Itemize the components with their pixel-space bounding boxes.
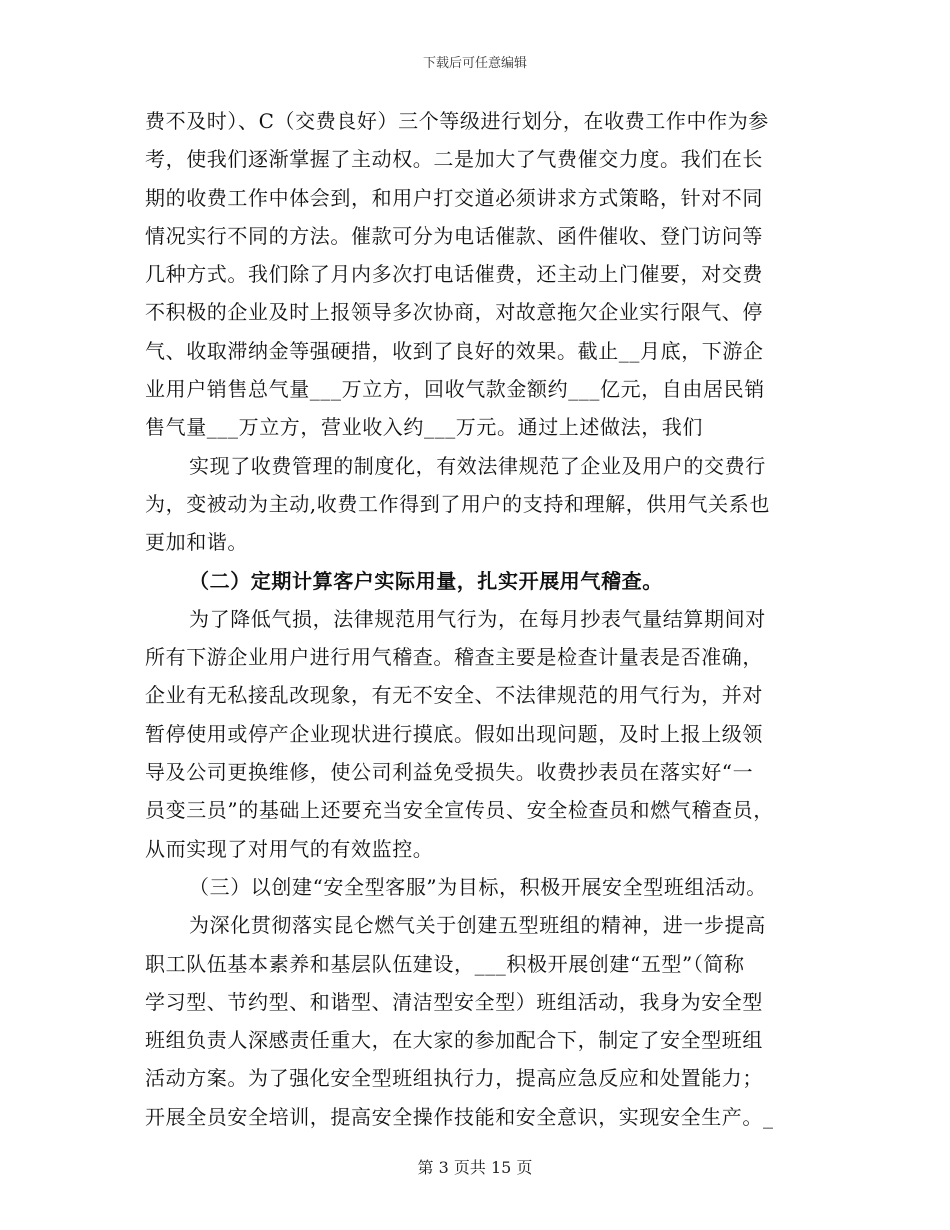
text-line: 暂停使用或停产企业现状进行摸底。假如出现问题，及时上报上级领 (145, 721, 763, 746)
paragraph-start: 为了降低气损，法律规范用气行为，在每月抄表气量结算期间对 (189, 606, 766, 631)
text-line: 班组负责人深感责任重大，在大家的参加配合下，制定了安全型班组 (145, 1028, 763, 1053)
text-line: 气、收取滞纳金等强硬措，收到了良好的效果。截止__月底，下游企 (145, 338, 764, 363)
page-footer: 第 3 页共 15 页 (417, 1158, 533, 1177)
text-line: 业用户销售总气量___万立方，回收气款金额约___亿元，自由居民销 (145, 377, 765, 402)
document-body (145, 102, 810, 1136)
text-line: 几种方式。我们除了月内多次打电话催费，还主动上门催要，对交费 (145, 262, 763, 287)
text-line: 从而实现了对用气的有效监控。 (145, 836, 434, 861)
text-line: 员变三员”的基础上还要充当安全宣传员、安全检查员和燃气稽查员， (145, 798, 774, 823)
text-line: 活动方案。为了强化安全型班组执行力，提高应急反应和处置能力； (145, 1066, 763, 1091)
text-line: 导及公司更换维修，使公司利益免受损失。收费抄表员在落实好“一 (145, 760, 754, 785)
text-line: 为，变被动为主动,收费工作得到了用户的支持和理解，供用气关系也 (145, 491, 770, 516)
text-line: 售气量___万立方，营业收入约___万元。通过上述做法，我们 (145, 415, 703, 440)
text-line: 职工队伍基本素养和基层队伍建设，___积极开展创建“五型”（简称 (145, 951, 745, 976)
text-line: 费不及时）、C（交费良好）三个等级进行划分，在收费工作中作为参 (145, 109, 769, 133)
text-line: 企业有无私接乱改现象，有无不安全、不法律规范的用气行为，并对 (145, 683, 763, 708)
text-line: 考，使我们逐渐掌握了主动权。二是加大了气费催交力度。我们在长 (145, 147, 763, 172)
paragraph-start: 为深化贯彻落实昆仑燃气关于创建五型班组的精神，进一步提高 (189, 913, 766, 938)
text-line: 情况实行不同的方法。催款可分为电话催款、函件催收、登门访问等 (145, 223, 763, 248)
text-line: 期的收费工作中体会到，和用户打交道必须讲求方式策略，针对不同 (145, 185, 763, 210)
text-line: 更加和谐。 (145, 530, 248, 555)
text-line: 开展全员安全培训，提高安全操作技能和安全意识，实现安全生产。_ (145, 1104, 774, 1129)
text-line: 所有下游企业用户进行用气稽查。稽查主要是检查计量表是否准确， (145, 645, 763, 670)
text-line: 不积极的企业及时上报领导多次协商，对故意拖欠企业实行限气、停 (145, 300, 763, 325)
page-header: 下载后可任意编辑 (422, 56, 527, 71)
text-line: 学习型、节约型、和谐型、清洁型安全型）班组活动，我身为安全型 (145, 989, 763, 1014)
section-heading: （三）以创建“安全型客服”为目标，积极开展安全型班组活动。 (189, 874, 767, 899)
paragraph-start: 实现了收费管理的制度化，有效法律规范了企业及用户的交费行 (189, 453, 766, 478)
section-heading: （二）定期计算客户实际用量，扎实开展用气稽查。 (189, 568, 663, 593)
